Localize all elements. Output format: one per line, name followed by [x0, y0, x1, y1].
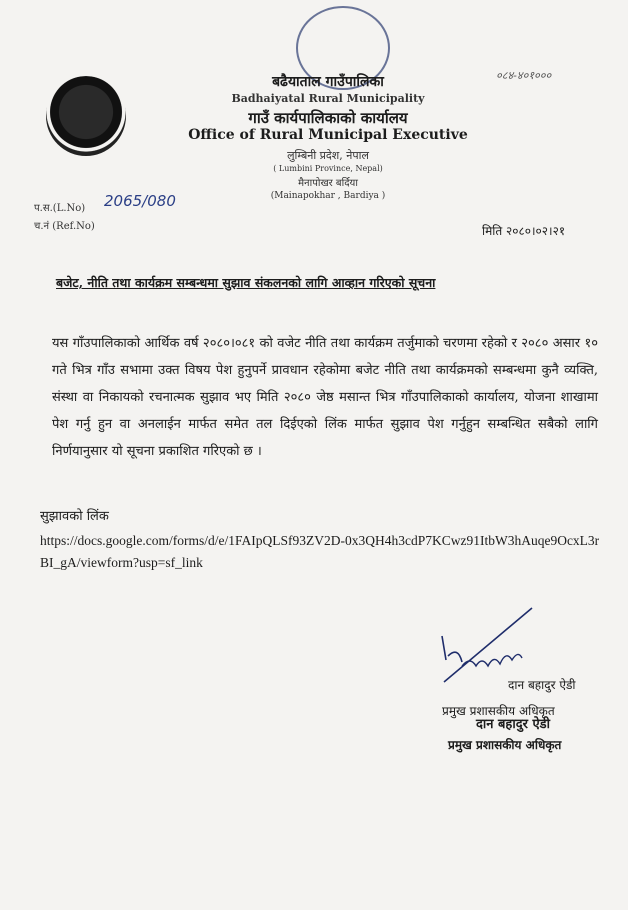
signer-name: दान बहादुर ऐडी: [508, 678, 576, 692]
office-name-np: गाउँ कार्यपालिकाको कार्यालय: [248, 109, 408, 127]
handwritten-signature: [438, 596, 534, 686]
province-np: लुम्बिनी प्रदेश, नेपाल: [287, 149, 369, 162]
suggestion-form-link[interactable]: https://docs.google.com/forms/d/e/1FAIpQLSf93ZV2D-0x3QH4h3cdP7KCwz91ItbW3hAuqe9OcxL3rBI_gA/viewform?usp=sf_link: [40, 533, 600, 570]
district-en: (Mainapokhar , Bardiya ): [270, 191, 386, 201]
signer-title: प्रमुख प्रशासकीय अधिकृत: [442, 704, 555, 718]
office-name-en: Office of Rural Municipal Executive: [188, 127, 468, 143]
signer-stamp-name: दान बहादुर ऐडी: [476, 717, 550, 732]
notice-title: बजेट, नीति तथा कार्यक्रम सम्बन्धमा सुझाव संकलनको लागि आव्हान गरिएको सूचना: [56, 275, 436, 290]
municipality-name-en: Badhaiyatal Rural Municipality: [231, 92, 425, 105]
letter-number-value: 2065/080: [104, 192, 176, 210]
notice-body: यस गाँउपालिकाको आर्थिक वर्ष २०८०।०८१ को वजेट नीति तथा कार्यक्रम तर्जुमाको चरणमा रहेको र २०८० असार १० गते भित्र गाँउ सभामा उक्त विषय पेश हुनुपर्ने प्रावधान रहेकोमा बजेट नीति तथा कार्यक्रमको सम्बन्धमा कुनै व्यक्ति, संस्था वा निकायको रचनात्मक सुझाव भए मिति २०८० जेष्ठ मसान्त भित्र गाँउपालिकाको कार्यालय, योजना शाखामा पेश गर्नु हुन वा अनलाईन मार्फत समेत तल दिईएको लिंक मार्फत सुझाव पेश गर्नुहुन सम्बन्धित सबैको लागि निर्णयानुसार यो सूचना प्रकाशित गरिएको छ ।: [52, 336, 598, 459]
phone-number: ०८४-४०१०००: [496, 69, 552, 82]
municipality-name-np: बढैयाताल गाउँपालिका: [272, 74, 384, 90]
province-en: ( Lumbini Province, Nepal): [273, 164, 383, 173]
issue-date: मिति २०८०।०२।२१: [482, 224, 566, 238]
reference-number-label: च.नं (Ref.No): [34, 221, 95, 232]
government-emblem-logo: [46, 76, 126, 156]
signer-stamp-title: प्रमुख प्रशासकीय अधिकृत: [448, 738, 562, 752]
letter-number-label: प.स.(L.No): [34, 203, 86, 214]
district-np: मैनापोखर बर्दिया: [298, 178, 358, 189]
link-label: सुझावको लिंक: [40, 509, 109, 524]
